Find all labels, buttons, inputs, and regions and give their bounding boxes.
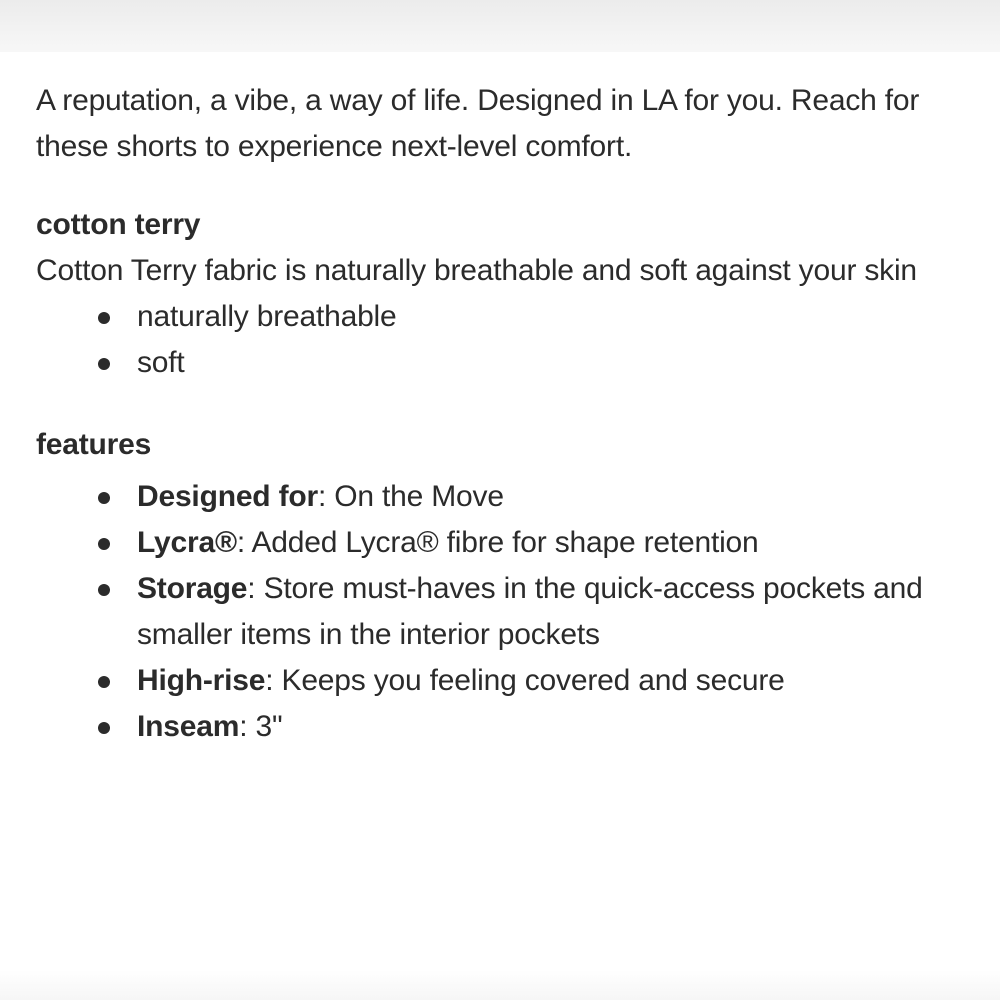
feature-lycra bbox=[36, 520, 976, 566]
feature-designed-for bbox=[36, 474, 976, 520]
cotton-terry-list bbox=[36, 294, 976, 386]
features-list bbox=[36, 474, 976, 750]
cotton-terry-description: Cotton Terry fabric is naturally breathable and soft against your skin bbox=[36, 254, 917, 287]
feature-inseam bbox=[36, 704, 976, 750]
feature-term: Inseam bbox=[137, 710, 240, 743]
bottom-band bbox=[0, 970, 1000, 1000]
product-description bbox=[36, 78, 976, 750]
features-heading: features bbox=[36, 428, 152, 461]
feature-separator: : bbox=[247, 572, 264, 605]
feature-storage bbox=[36, 566, 976, 658]
list-item: naturally breathable bbox=[36, 294, 976, 340]
top-band bbox=[0, 0, 1000, 52]
feature-text: Added Lycra® fibre for shape retention bbox=[251, 526, 759, 559]
feature-high-rise bbox=[36, 658, 976, 704]
feature-separator: : bbox=[236, 526, 252, 559]
feature-separator: : bbox=[317, 480, 335, 513]
intro-paragraph: A reputation, a vibe, a way of life. Designed in LA for you. Reach for these shorts to experience next-level comfort. bbox=[36, 84, 920, 163]
feature-term: Storage bbox=[137, 572, 248, 605]
cotton-terry-heading: cotton terry bbox=[36, 208, 201, 241]
feature-term: High-rise bbox=[137, 664, 266, 697]
feature-text: On the Move bbox=[334, 480, 504, 513]
feature-text: Store must-haves in the quick-access pockets and smaller items in the interior pockets bbox=[137, 572, 923, 651]
feature-separator: : bbox=[239, 710, 256, 743]
feature-separator: : bbox=[265, 664, 282, 697]
feature-term: Designed for bbox=[137, 480, 318, 513]
feature-text: 3" bbox=[255, 710, 283, 743]
feature-term: Lycra® bbox=[137, 526, 237, 559]
feature-text: Keeps you feeling covered and secure bbox=[281, 664, 785, 697]
list-item: soft bbox=[36, 340, 976, 386]
